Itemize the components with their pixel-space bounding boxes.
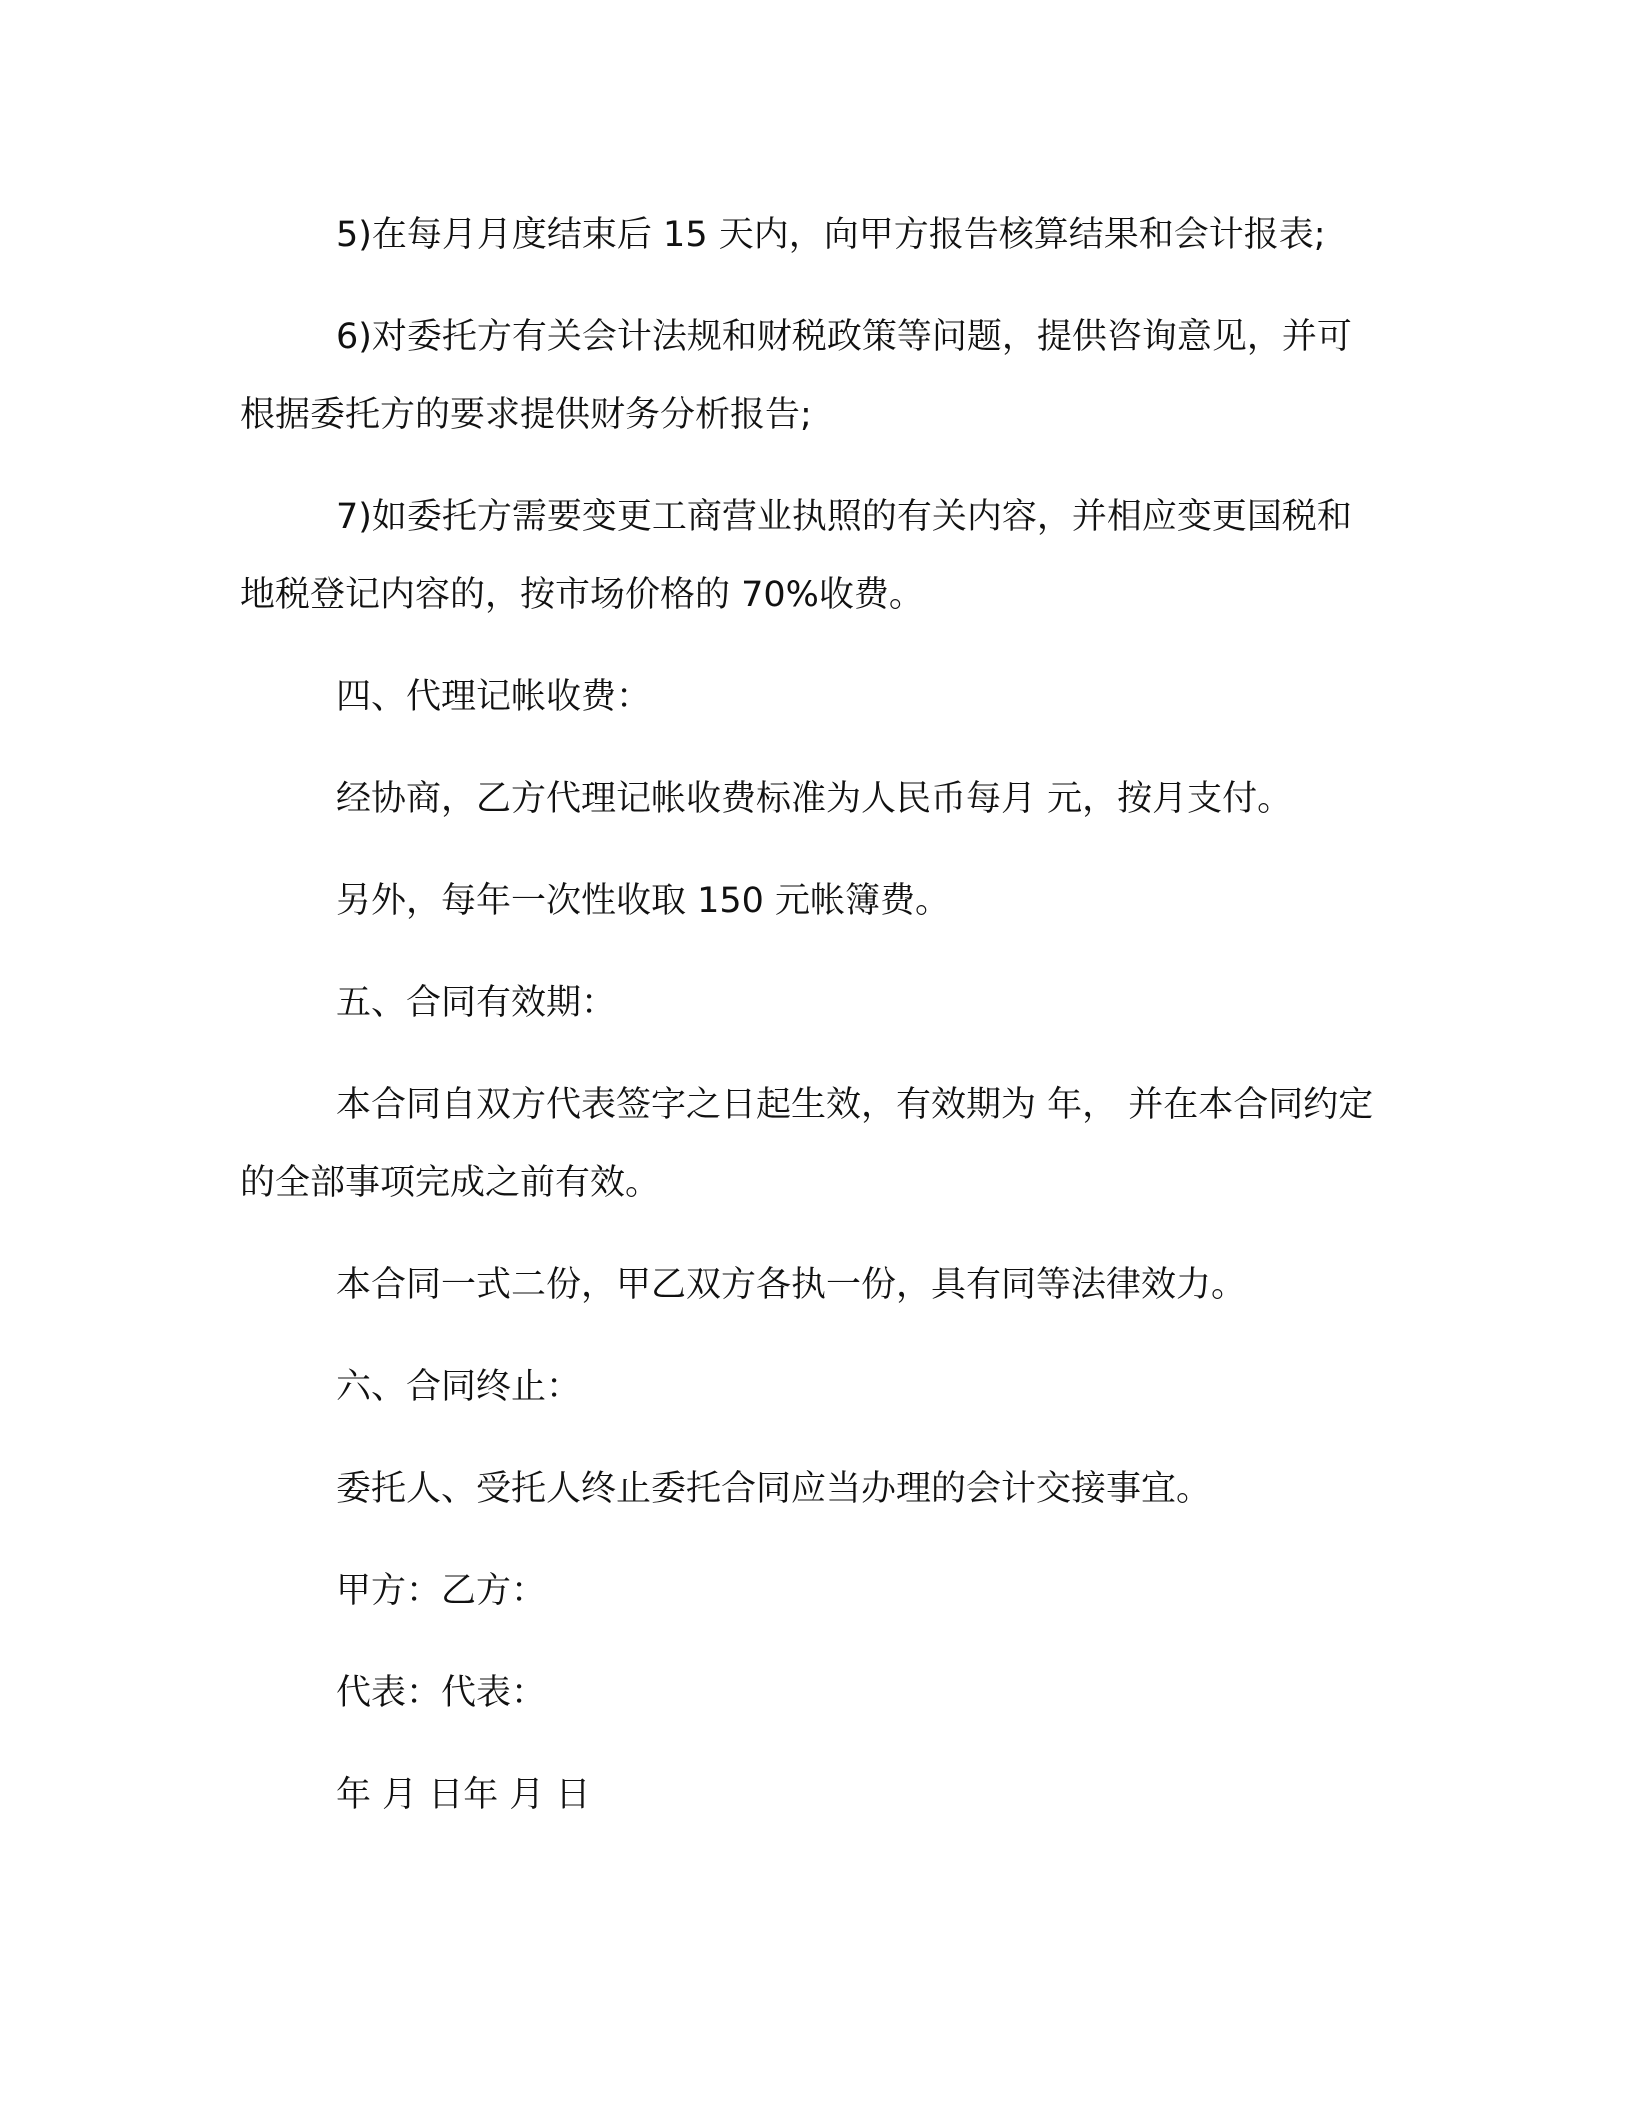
section-6-heading: 六、合同终止： bbox=[336, 1367, 582, 1407]
copies-clause: 本合同一式二份，甲乙双方各执一份，具有同等法律效力。 bbox=[336, 1265, 1247, 1305]
clause-6-consulting: 6)对委托方有关会计法规和财税政策等问题，提供咨询意见，并可根据委托方的要求提供财务分析报告; bbox=[240, 317, 1352, 435]
validity-period: 本合同自双方代表签字之日起生效，有效期为 年， 并在本合同约定的全部事项完成之前有效。 bbox=[240, 1085, 1374, 1203]
date-line: 年 月 日年 月 日 bbox=[336, 1775, 591, 1815]
clause-7-license-change: 7)如委托方需要变更工商营业执照的有关内容，并相应变更国税和地税登记内容的，按市场价格的 70%收费。 bbox=[240, 497, 1352, 615]
fee-standard: 经协商，乙方代理记帐收费标准为人民币每月 元，按月支付。 bbox=[336, 779, 1293, 819]
representative-signature-line: 代表：代表： bbox=[336, 1673, 547, 1713]
party-signature-line: 甲方：乙方： bbox=[336, 1571, 547, 1611]
section-4-heading: 四、代理记帐收费： bbox=[336, 677, 652, 717]
termination-clause: 委托人、受托人终止委托合同应当办理的会计交接事宜。 bbox=[336, 1469, 1212, 1509]
clause-5-monthly-report: 5)在每月月度结束后 15 天内，向甲方报告核算结果和会计报表; bbox=[336, 215, 1326, 255]
section-5-heading: 五、合同有效期： bbox=[336, 983, 617, 1023]
ledger-fee: 另外，每年一次性收取 150 元帐簿费。 bbox=[336, 881, 951, 921]
document-body bbox=[240, 196, 1380, 1858]
